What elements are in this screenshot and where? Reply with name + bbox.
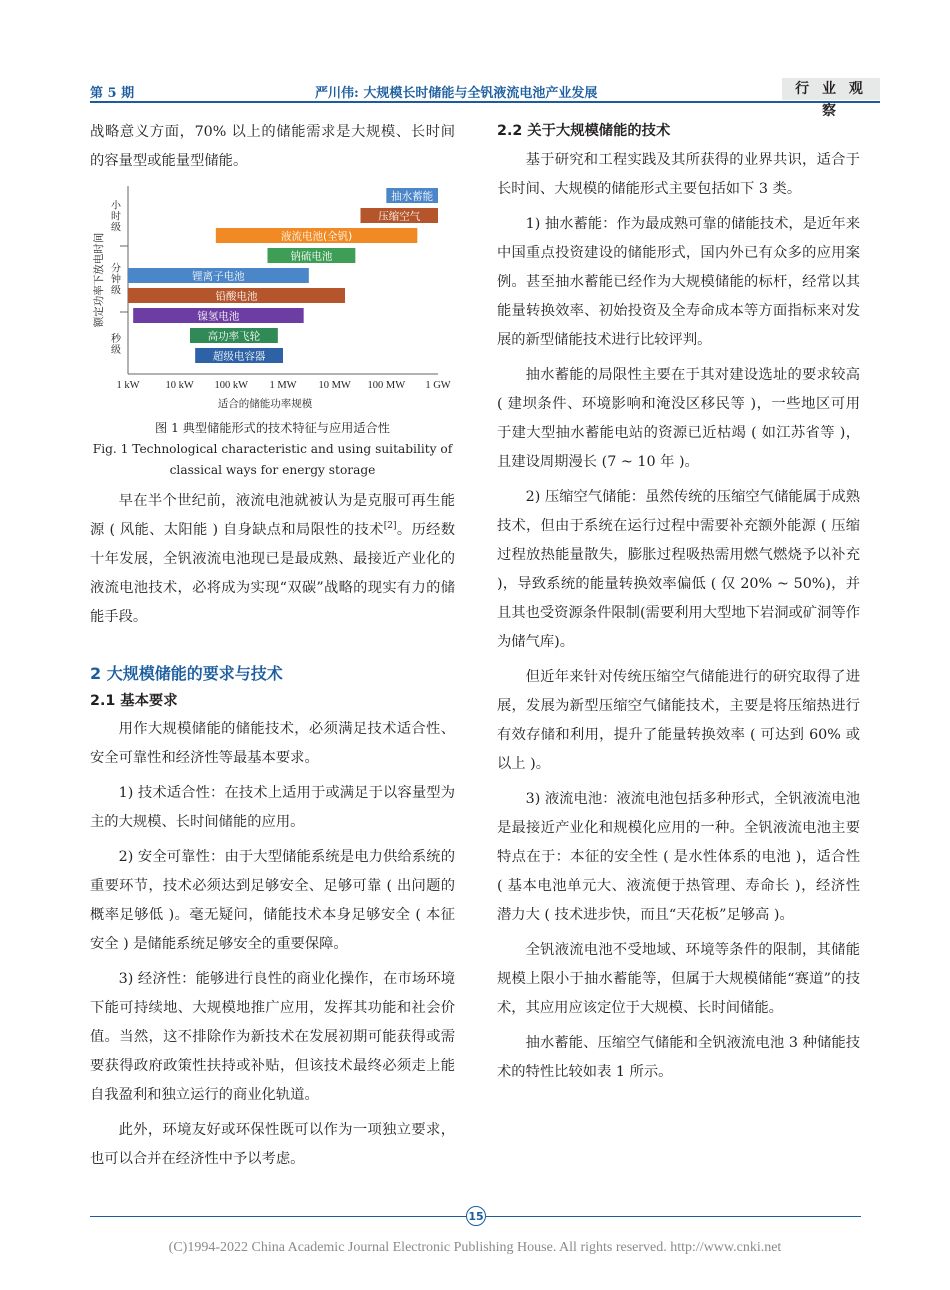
left-column: [90, 118, 455, 1174]
y-axis-label: 额定功率下放电时间: [93, 232, 105, 328]
paragraph: [90, 487, 455, 632]
section-label: 行 业 观 察: [782, 78, 880, 100]
paragraph: 基于研究和工程实践及其所获得的业界共识，适合于长时间、大规模的储能形式主要包括如下 3 类。: [497, 152, 860, 197]
x-tick-label: 1 kW: [116, 380, 140, 391]
bar-label: 锂离子电池: [192, 270, 245, 283]
paragraph: 全钒液流电池不受地域、环境等条件的限制，其储能规模上限小于抽水蓄能等，但属于大规模储能“赛道”的技术，其应用应该定位于大规模、长时间储能。: [497, 942, 860, 1016]
bar-label: 铅酸电池: [215, 290, 258, 303]
running-title: 严川伟: 大规模长时储能与全钒液流电池产业发展: [315, 86, 598, 101]
footer-rule-right: [486, 1216, 861, 1217]
figure-caption-cn: 图 1 典型储能形式的技术特征与应用适合性: [155, 421, 390, 435]
text: 。历经数十年发展，全钒液流电池现已是最成熟、最接近产业化的液流电池技术，必将成为实现“双碳”战略的现实有力的储能手段。: [90, 522, 455, 625]
bar-label: 超级电容器: [212, 350, 266, 363]
section-heading: 2 大规模储能的要求与技术: [90, 664, 283, 683]
citation-ref[interactable]: [2]: [383, 521, 397, 532]
paragraph: 用作大规模储能的储能技术，必须满足技术适合性、安全可靠性和经济性等最基本要求。: [90, 721, 455, 766]
subsection-heading: 2.2 关于大规模储能的技术: [497, 123, 671, 139]
paragraph: 抽水蓄能的局限性主要在于其对建设选址的要求较高 ( 建坝条件、环境影响和淹没区移民等 )，一些地区可用于建大型抽水蓄能电站的资源已近枯竭 ( 如江苏省等 )，且建设周期漫长 (7 ~ 10 年 )。: [497, 367, 860, 470]
x-tick-label: 1 GW: [425, 380, 451, 391]
figure-caption-en-2: classical ways for energy storage: [169, 463, 376, 477]
running-header: [90, 0, 880, 119]
subsection-heading: 2.1 基本要求: [90, 693, 178, 709]
y-group-label: 分钟级: [111, 263, 121, 297]
paragraph: 3) 液流电池：液流电池包括多种形式，全钒液流电池是最接近产业化和规模化应用的一种。全钒液流电池主要特点在于：本征的安全性 ( 是水性体系的电池 )，适合性 ( 基本电池单元大、液流便于热管理、寿命长 )，经济性潜力大 ( 技术进步快，而且“天花板”足够高 )。: [497, 791, 860, 923]
issue-number: 第 5 期: [90, 86, 135, 101]
page-number: 15: [466, 1206, 486, 1226]
y-group-label: 秒级: [111, 334, 121, 356]
paragraph: 抽水蓄能、压缩空气储能和全钒液流电池 3 种储能技术的特性比较如表 1 所示。: [497, 1035, 860, 1080]
x-axis-label: 适合的储能功率规模: [217, 398, 313, 410]
bar-label: 钠硫电池: [290, 250, 333, 263]
bar-label: 镍氢电池: [197, 310, 240, 323]
text: 早在半个世纪前，液流电池就被认为是克服可再生能源 ( 风能、太阳能 ) 自身缺点和局限性的技术: [90, 493, 455, 538]
bar-label: 抽水蓄能: [391, 190, 434, 203]
paragraph: 2) 压缩空气储能：虽然传统的压缩空气储能属于成熟技术，但由于系统在运行过程中需要补充额外能源 ( 压缩过程放热能量散失，膨胀过程吸热需用燃气燃烧予以补充 )，导致系统的能量转换效率偏低 ( 仅 20% ~ 50%)，并且其也受资源条件限制(需要利用大型地下岩洞或矿洞等作为储气库)。: [497, 489, 860, 650]
paragraph: 此外，环境友好或环保性既可以作为一项独立要求，也可以合并在经济性中予以考虑。: [90, 1122, 455, 1167]
paragraph: 1) 抽水蓄能：作为最成熟可靠的储能技术，是近年来中国重点投资建设的储能形式，国内外已有众多的应用案例。甚至抽水蓄能已经作为大规模储能的标杆，经常以其能量转换效率、初始投资及全寿命成本等方面指标来对发展的新型储能技术进行比较评判。: [497, 216, 860, 348]
paragraph: 但近年来针对传统压缩空气储能进行的研究取得了进展，发展为新型压缩空气储能技术，主要是将压缩热进行有效存储和利用，提升了能量转换效率 ( 可达到 60% 或以上 )。: [497, 669, 860, 772]
x-tick-label: 1 MW: [269, 380, 297, 391]
x-tick-label: 10 kW: [165, 380, 194, 391]
x-tick-label: 100 MW: [367, 380, 406, 391]
footer-rule-left: [90, 1216, 466, 1217]
figure-1: [90, 184, 455, 481]
x-tick-label: 100 kW: [214, 380, 249, 391]
figure-caption-en-1: Fig. 1 Technological characteristic and using suitability of: [92, 442, 453, 456]
right-column: [497, 118, 860, 1087]
copyright-line: (C)1994-2022 China Academic Journal Electronic Publishing House. All rights reserved. http://www.cnki.net: [168, 1240, 782, 1255]
header-rule: [90, 101, 880, 103]
y-group-label: 小时级: [111, 200, 121, 234]
bar-label: 压缩空气: [378, 210, 421, 223]
bar-label: 高功率飞轮: [207, 330, 261, 343]
bar-label: 液流电池(全钒): [280, 230, 353, 243]
paragraph: 战略意义方面，70% 以上的储能需求是大规模、长时间的容量型或能量型储能。: [90, 124, 455, 169]
x-tick-label: 10 MW: [318, 380, 351, 391]
energy-storage-chart: [90, 184, 455, 414]
paragraph: 3) 经济性：能够进行良性的商业化操作，在市场环境下能可持续地、大规模地推广应用，发挥其功能和社会价值。当然，这不排除作为新技术在发展初期可能获得或需要获得政府政策性扶持或补贴，但该技术最终必须走上能自我盈利和独立运行的商业化轨道。: [90, 971, 455, 1103]
paragraph: 1) 技术适合性：在技术上适用于或满足于以容量型为主的大规模、长时间储能的应用。: [90, 785, 455, 830]
paragraph: 2) 安全可靠性：由于大型储能系统是电力供给系统的重要环节，技术必须达到足够安全、足够可靠 ( 出问题的概率足够低 )。毫无疑问，储能技术本身足够安全 ( 本征安全 ) 是储能系统足够安全的重要保障。: [90, 849, 455, 952]
